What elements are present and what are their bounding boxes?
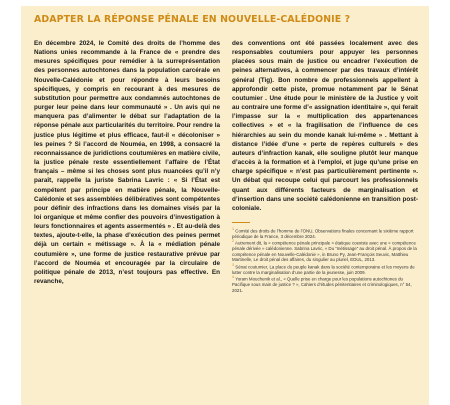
sidebar-box — [21, 6, 429, 405]
footnote-4: $^4$ Yoram Mouchenik et al., « Quelle prise en charge pour les populations autochtones du Pacifique sous main de justice ? », Cahiers d’études pénitentiaires et criminologiques, n° 54, 2021. — [232, 275, 412, 293]
footnote-2: $^2$ Autrement dit, la « compétence pénale principale » étatique coexiste avec une « compétence pénale dérivée » calédonienne. Sabrina Lavric, « Du “métissage” au droit pénal. À propos de la compétence pénale en Nouvelle-Calédonie », in Bruno Py, Jean-François Seuvic, Matthieu Martinelle, Le droit pénal des affaires, du singulier au pluriel, EDUL, 2013. — [232, 239, 417, 263]
footnote-1: $^1$ Comité des droits de l’homme de l’ONU, Observations finales concernant le sixième rapport périodique de la France, 3 décembre 2024. — [232, 226, 414, 239]
left-column — [34, 39, 220, 286]
left-column-text: En décembre 2024, le Comité des droits de l’homme des Nations unies recommande à la France de « prendre des mesures spécifiques pour remédier à la surreprésentation des personnes autochtones dans la population carcérale en Nouvelle-Calédonie et pour répondre à leurs besoins spécifiques, y compris en recourant à des mesures de substitution pour permettre aux condamnés autochtones de purger leur peine dans leur communauté » . Un avis qui ne manquera pas d’alimenter le débat sur l’adaptation de la réponse pénale aux particularités du territoire. Pour rendre la justice plus légitime et plus efficace, faut-il « décoloniser » les peines ? Si l’accord de Nouméa, en 1998, a consacré la reconnaissance de juridictions coutumières en matière civile, la justice pénale reste essentiellement l’affaire de l’État français – même si les choses sont plus nuancées qu’il n’y paraît, rappelle la juriste Sabrina Lavric : « Si l’État est compétent par principe en matière pénale, la Nouvelle-Calédonie et ses assemblées délibératives sont compétentes pour définir des infractions dans les domaines visés par la loi organique et même confier des pouvoirs d’investigation à leurs fonctionnaires et agents assermentés » . Et au-delà des textes, ajoute-t-elle, la phase d’exécution des peines permet déjà un certain « métissage ». À la « médiation pénale coutumière », une forme de justice restaurative prévue par l’accord de Nouméa et encouragée par la circulaire de politique pénale de 2013, n’est toujours pas effective. En revanche, — [34, 40, 220, 286]
footnote-rule — [232, 222, 250, 223]
footnote-3: $^3$ Sénat coutumier, La place du peuple kanak dans la société contemporaine et les moyens de lutter contre la marginalisation d’une partie de la jeunesse, juin 2009. — [232, 262, 415, 275]
right-column — [232, 39, 418, 293]
right-column-text: des conventions ont été passées localement avec des responsables coutumiers pour appuyer les personnes placées sous main de justice ou encadrer l’exécution de peines alternatives, à commencer par des travaux d’intérêt général (Tig). Bon nombre de professionnels appellent à approfondir cette piste, promue notamment par le Sénat coutumier . Une étude pour le ministère de la Justice y voit au contraire une forme d’« assignation identitaire », qui ferait l’impasse sur la « multiplication des appartenances collectives » et « la fragilisation de l’influence de ces hiérarchies au sein du monde kanak lui-même » . Mettant à distance l’idée d’une « perte de repères culturels » des auteurs d’infraction kanak, elle souligne plutôt leur manque d’accès à la formation et à l’emploi, et juge qu’une prise en charge spécifique « n’est pas particulièrement pertinente ». Un débat qui recoupe celui qui parcourt les professionnels quant aux différents facteurs de marginalisation et d’insertion dans une société calédonienne en transition post-coloniale. — [232, 40, 418, 212]
box-title: ADAPTER LA RÉPONSE PÉNALE EN NOUVELLE-CALÉDONIE ? — [34, 14, 351, 25]
